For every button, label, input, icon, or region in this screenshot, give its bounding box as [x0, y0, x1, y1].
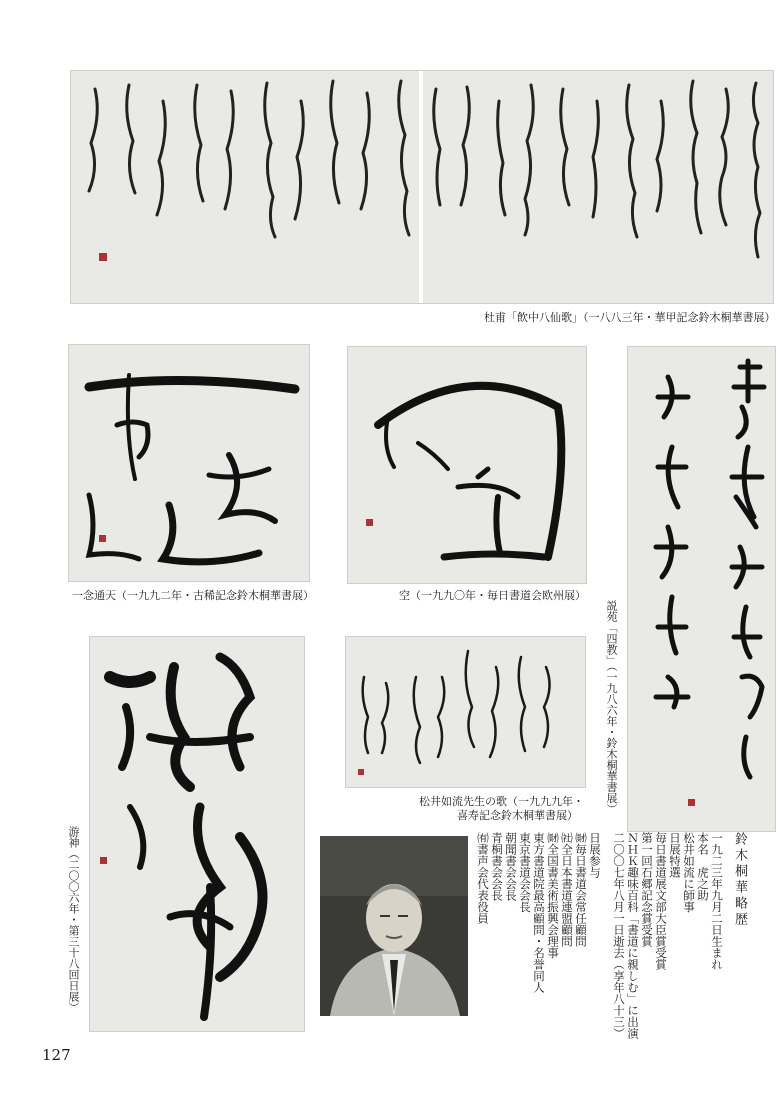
bio-line: 毎日書道展文部大臣賞受賞: [654, 832, 668, 970]
bio-line: 日展参与: [588, 832, 602, 878]
bio-line: ㈶全国書美術振興会理事: [546, 832, 560, 959]
caption-inchu-hassen-ka: 杜甫「飲中八仙歌」（一八八三年・華甲記念鈴木桐華書展）: [484, 311, 776, 324]
bio-line: 二〇〇七年八月一日逝去（享年八十三）: [612, 832, 626, 1039]
bio-line: ＮＨＫ趣味百科「書道に親しむ」に出演: [626, 832, 640, 1039]
bio-line: 朝聞書会会長: [504, 832, 518, 901]
bio-line: 松井如流に師事: [682, 832, 696, 913]
bio-line: 青桐書会会長: [490, 832, 504, 901]
calligraphy-yushin: [89, 636, 305, 1032]
bio-line: 一九二三年九月二日生まれ: [710, 832, 724, 970]
bio-line: 本名 虎之助: [696, 832, 710, 901]
portrait-photo: [320, 836, 468, 1016]
caption-sora: 空（一九九〇年・毎日書道会欧州展）: [399, 589, 586, 602]
caption-setsuen-shikyo: 説苑「四教」（一九八六年・鈴木桐華書展）: [605, 600, 618, 815]
calligraphy-sora: [347, 346, 587, 584]
caption-matsui-joryu-line2: 喜寿記念鈴木桐華書展）: [457, 809, 578, 822]
calligraphy-ichinen-tsuten: [68, 344, 310, 582]
bio-line: 東京書道会会長: [518, 832, 532, 913]
calligraphy-setsuen-shikyo: [627, 346, 776, 832]
bio-line: 第一回石郷記念賞受賞: [640, 832, 654, 947]
caption-ichinen-tsuten: 一念通天（一九九二年・古稀記念鈴木桐華書展）: [72, 589, 314, 602]
page-number: 127: [42, 1046, 71, 1064]
bio-line: 東方書道院最高顧問・名誉同人: [532, 832, 546, 993]
biography-title: 鈴木桐華略歴: [732, 832, 747, 928]
bio-line: ㈲書声会代表役員: [476, 832, 490, 924]
calligraphy-matsui-joryu-song: [345, 636, 586, 788]
caption-matsui-joryu-line1: 松井如流先生の歌（一九九九年・: [419, 795, 584, 808]
biography: [476, 832, 746, 1052]
calligraphy-inchu-hassen-ka: [70, 70, 774, 304]
bio-line: 日展特選: [668, 832, 682, 878]
bio-spacer: [602, 832, 612, 1052]
caption-yushin: 游神（二〇〇六年・第三十八回日展）: [67, 826, 80, 1013]
bio-line: ㈶毎日書道会常任顧問: [574, 832, 588, 947]
bio-line: ㈳全日本書道連盟顧問: [560, 832, 574, 947]
